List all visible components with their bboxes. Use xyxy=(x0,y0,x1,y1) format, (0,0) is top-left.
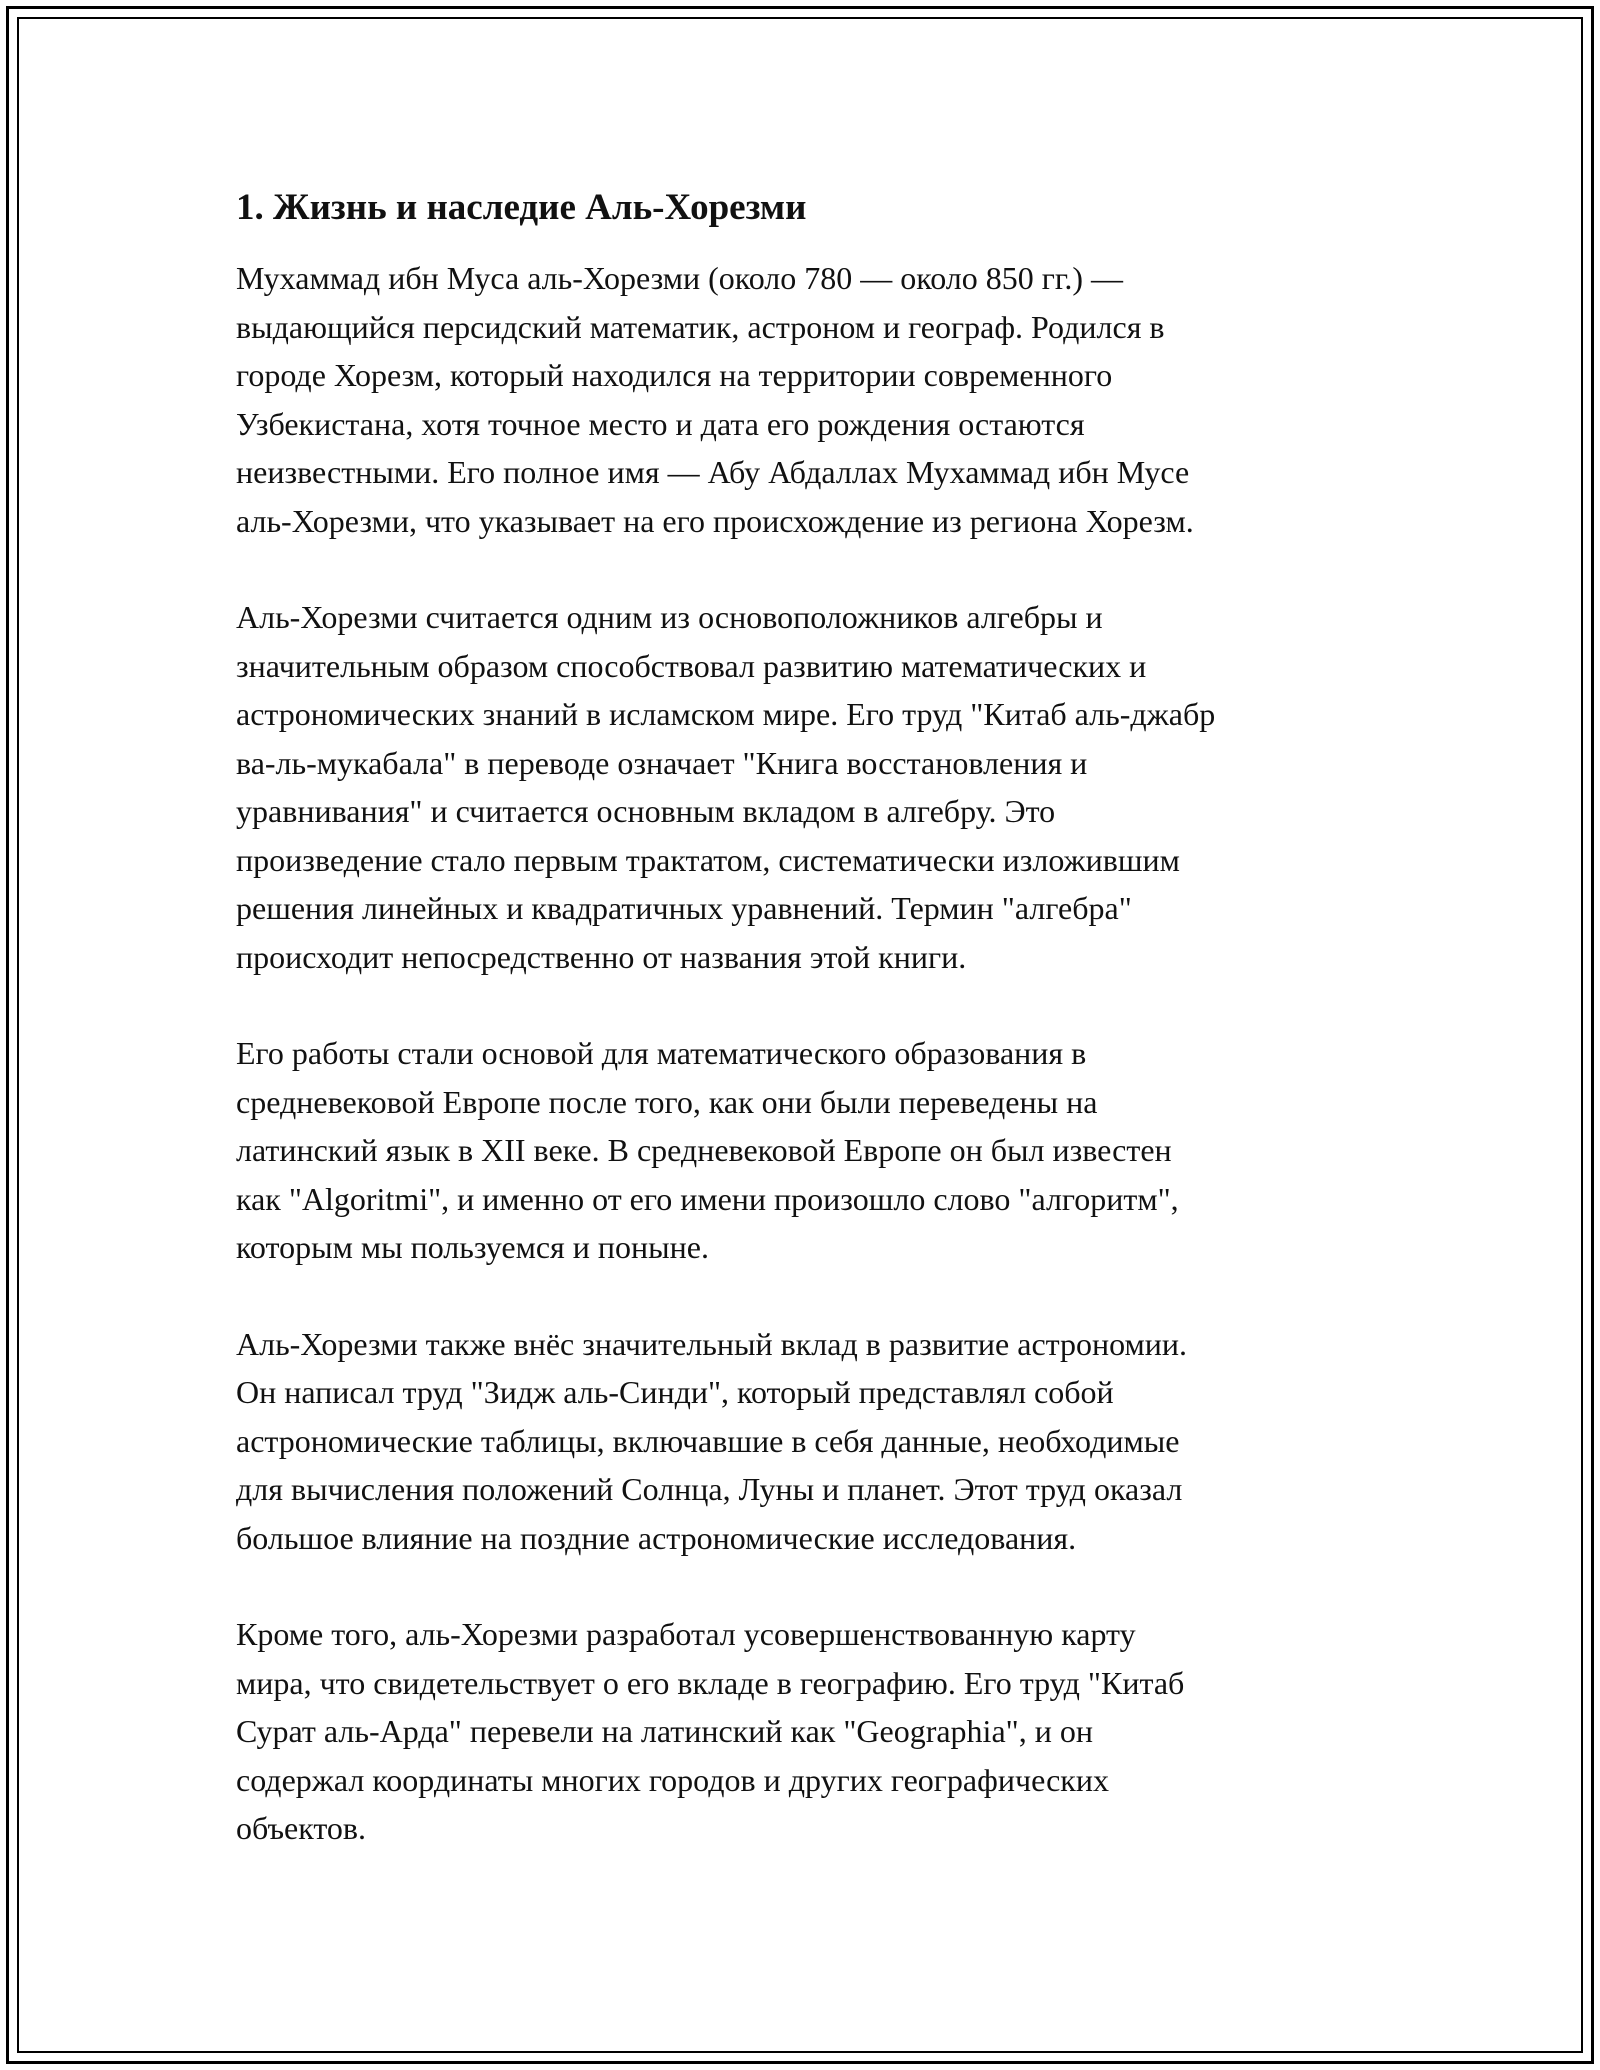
text-line: астрономических знаний в исламском мире. Его труд "Китаб аль-джабр xyxy=(236,696,1216,732)
paragraph-algebra xyxy=(236,593,1376,981)
text-line: решения линейных и квадратичных уравнений. Термин "алгебра" xyxy=(236,890,1132,926)
text-line: как "Algoritmi", и именно от его имени произошло слово "алгоритм", xyxy=(236,1180,1179,1217)
text-line: содержал координаты многих городов и других географических xyxy=(236,1761,1109,1798)
text-line: Его работы стали основой для математического образования в xyxy=(236,1035,1087,1071)
text-line: аль-Хорезми, что указывает на его происхождение из региона Хорезм. xyxy=(236,502,1194,539)
text-line: латинский язык в XII веке. В средневековой Европе он был известен xyxy=(236,1132,1172,1168)
document-body xyxy=(236,184,1376,1901)
text-line: Мухаммад ибн Муса аль-Хорезми (около 780 — около 850 гг.) — xyxy=(236,260,1124,296)
text-line: неизвестными. Его полное имя — Абу Абдаллах Мухаммад ибн Мусе xyxy=(236,454,1190,490)
text-line: мира, что свидетельствует о его вкладе в географию. Его труд "Китаб xyxy=(236,1664,1185,1701)
paragraph-europe-influence xyxy=(236,1029,1376,1272)
text-line: Аль-Хорезми считается одним из основоположников алгебры и xyxy=(236,599,1103,635)
text-line: ва-ль-мукабала" в переводе означает "Книга восстановления и xyxy=(236,744,1088,781)
text-line: Аль-Хорезми также внёс значительный вклад в развитие астрономии. xyxy=(236,1325,1188,1362)
text-line: Он написал труд "Зидж аль-Синди", который представлял собой xyxy=(236,1374,1114,1410)
text-line: астрономические таблицы, включавшие в себя данные, необходимые xyxy=(236,1422,1180,1459)
text-line: большое влияние на поздние астрономические исследования. xyxy=(236,1519,1077,1556)
text-line: средневековой Европе после того, как они были переведены на xyxy=(236,1083,1098,1120)
paragraph-astronomy xyxy=(236,1320,1376,1563)
text-line: произведение стало первым трактатом, систематически изложившим xyxy=(236,841,1180,878)
text-line: Кроме того, аль-Хорезми разработал усовершенствованную карту xyxy=(236,1616,1136,1652)
text-line: Узбекистана, хотя точное место и дата его рождения остаются xyxy=(236,405,1085,442)
text-line: для вычисления положений Солнца, Луны и планет. Этот труд оказал xyxy=(236,1471,1183,1507)
text-line: Сурат аль-Арда" перевели на латинский как "Geographia", и он xyxy=(236,1713,1093,1749)
text-line: которым мы пользуемся и поныне. xyxy=(236,1229,709,1265)
text-line: значительным образом способствовал развитию математических и xyxy=(236,647,1147,684)
paragraph-geography xyxy=(236,1610,1376,1853)
paragraph-biography xyxy=(236,254,1376,545)
text-line: уравнивания" и считается основным вкладом в алгебру. Это xyxy=(236,793,1056,829)
text-line: выдающийся персидский математик, астроном и географ. Родился в xyxy=(236,308,1165,345)
text-line: происходит непосредственно от названия этой книги. xyxy=(236,938,967,975)
text-line: городе Хорезм, который находился на территории современного xyxy=(236,357,1113,393)
section-title: 1. Жизнь и наследие Аль-Хорезми xyxy=(236,187,807,228)
text-line: объектов. xyxy=(236,1810,367,1846)
